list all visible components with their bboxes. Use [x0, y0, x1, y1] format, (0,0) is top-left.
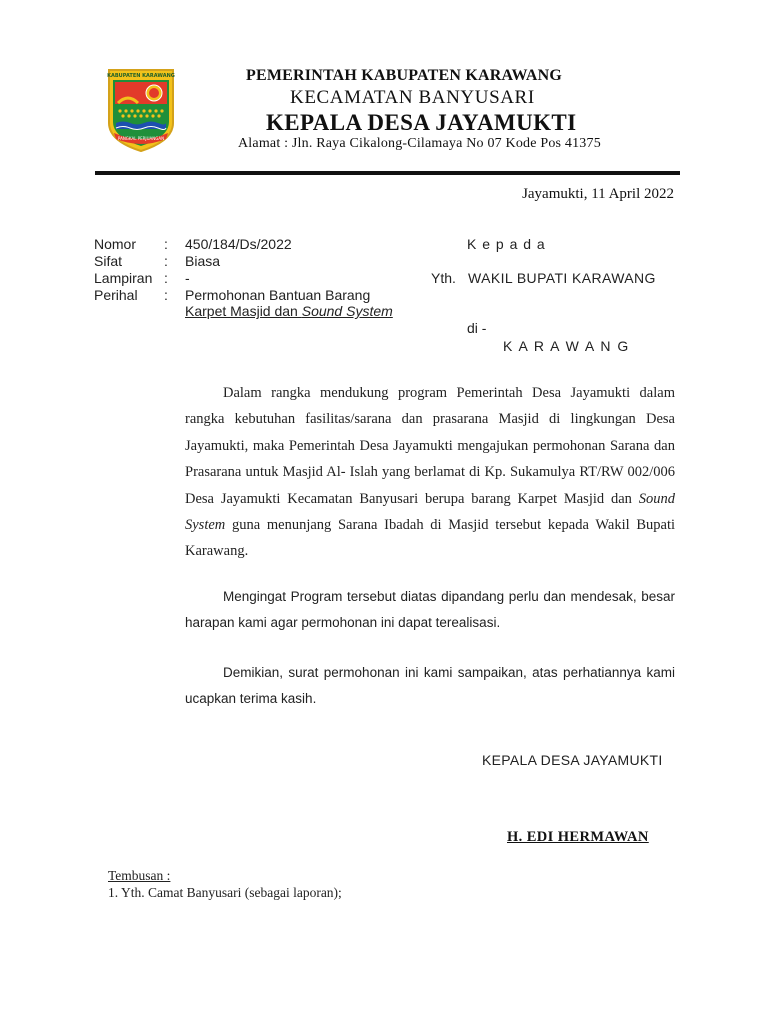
meta-label-perihal: Perihal	[94, 287, 138, 303]
perihal-line2-italic: Sound System	[301, 303, 393, 319]
meta-value-nomor: 450/184/Ds/2022	[185, 236, 292, 252]
meta-row-nomor	[0, 236, 768, 253]
tembusan-item: 1. Yth. Camat Banyusari (sebagai laporan);	[108, 885, 342, 900]
recipient-name: WAKIL BUPATI KARAWANG	[468, 270, 656, 286]
body-paragraph-2	[185, 584, 675, 637]
meta-row-perihal	[0, 287, 768, 304]
letterhead-district: KECAMATAN BANYUSARI	[290, 87, 535, 108]
karawang-crest-icon	[106, 67, 176, 153]
meta-value-sifat: Biasa	[185, 253, 221, 269]
meta-value-perihal-line2	[185, 303, 393, 320]
meta-colon: :	[164, 287, 168, 303]
meta-row-sifat	[0, 253, 768, 270]
body-p1-text-a: Dalam rangka mendukung program Pemerintah Desa Jayamukti dalam rangka kebutuhan fasilitas/sarana dan prasarana Masjid di lingkungan Desa Jayamukti, maka Pemerintah Desa Jayamukti mengajukan permohonan Sarana dan Prasarana untuk Masjid Al- Islah yang berlamat di Kp. Sukamulya RT/RW 002/006 Desa Jayamukti Kecamatan Banyusari berupa barang Karpet Masjid dan	[185, 385, 675, 507]
letter-date: Jayamukti, 11 April 2022	[522, 186, 674, 202]
signature-title: KEPALA DESA JAYAMUKTI	[482, 752, 663, 768]
recipient-di: di -	[467, 320, 487, 336]
tembusan-label: Tembusan :	[108, 868, 171, 883]
body-paragraph-3	[185, 660, 675, 713]
body-paragraph-1	[185, 380, 675, 565]
body-p1-text-b: guna menunjang Sarana Ibadah di Masjid tersebut kepada Wakil Bupati Karawang.	[185, 517, 675, 560]
meta-label-lampiran: Lampiran	[94, 270, 153, 286]
meta-label-sifat: Sifat	[94, 253, 123, 269]
signature-name: H. EDI HERMAWAN	[507, 829, 649, 845]
crest-top-text: KABUPATEN KARAWANG	[107, 73, 175, 79]
meta-row-perihal-cont	[0, 303, 768, 320]
recipient-kepada: K e p a d a	[467, 236, 546, 252]
recipient-city: K A R A W A N G	[503, 338, 630, 354]
recipient-yth: Yth.	[431, 270, 456, 286]
meta-label-nomor: Nomor	[94, 236, 137, 252]
perihal-line2-text: Karpet Masjid dan	[185, 303, 302, 319]
meta-colon: :	[164, 236, 168, 252]
meta-colon: :	[164, 253, 168, 269]
meta-value-lampiran: -	[185, 270, 190, 286]
letterhead-office: KEPALA DESA JAYAMUKTI	[266, 110, 577, 135]
letterhead-divider	[95, 171, 680, 175]
body-p1-italic: Sound System	[185, 490, 675, 534]
letterhead-address: Alamat : Jln. Raya Cikalong-Cilamaya No 07 Kode Pos 41375	[238, 136, 601, 151]
crest-ribbon-text: PANGKAL PERJUANGAN	[117, 136, 165, 141]
letterhead-government: PEMERINTAH KABUPATEN KARAWANG	[246, 67, 563, 84]
body-p3-text: Demikian, surat permohonan ini kami sampaikan, atas perhatiannya kami ucapkan terima kasih.	[185, 665, 675, 707]
meta-value-perihal-line1: Permohonan Bantuan Barang	[185, 287, 371, 303]
body-p2-text: Mengingat Program tersebut diatas dipandang perlu dan mendesak, besar harapan kami agar permohonan ini dapat terealisasi.	[185, 589, 675, 631]
meta-colon: :	[164, 270, 168, 286]
